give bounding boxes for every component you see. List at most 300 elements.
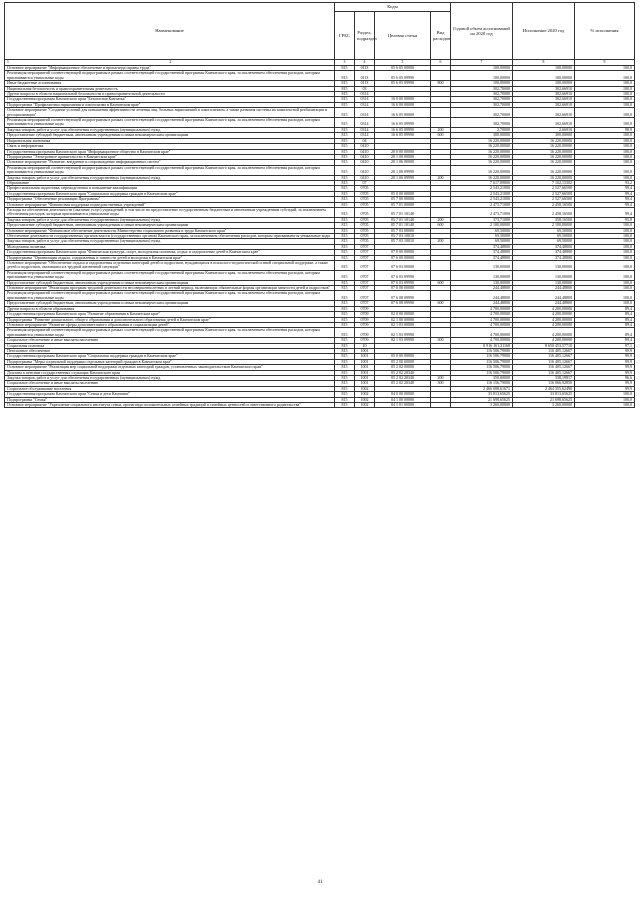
row-annual: 130,00000: [451, 280, 513, 285]
row-done: 302,66910: [513, 102, 575, 107]
row-target: 20 1 06 09990: [375, 165, 431, 175]
row-percent: 100,0: [575, 108, 635, 118]
row-section: 0707: [355, 301, 375, 306]
row-annual: 16 220,00000: [451, 175, 513, 180]
row-done: 2 527,66500: [513, 191, 575, 196]
row-section: 1002: [355, 386, 375, 391]
row-name: Государственная программа Камчатского края "Информационное общество в Камчатском крае": [5, 149, 335, 154]
row-percent: 100,0: [575, 270, 635, 280]
row-section: 0705: [355, 197, 375, 202]
row-name: Другие вопросы в области национальной безопасности и правоохранительной деятельности: [5, 92, 335, 97]
row-section: 0707: [355, 286, 375, 291]
table-row: [5, 270, 635, 280]
row-name: Социальное обеспечение и иные выплаты населению: [5, 381, 335, 386]
col-num: 1: [7, 60, 9, 64]
row-name: Подпрограмма "Организация отдыха, оздоровления и занятости детей и молодежи в Камчатском крае": [5, 255, 335, 260]
table-body: [5, 66, 635, 408]
row-annual: 130,00000: [451, 261, 513, 271]
row-section: 1001: [355, 375, 375, 380]
row-target: 05 7 01 00000: [375, 202, 431, 207]
row-grbs: 815: [335, 359, 355, 364]
row-percent: 100,0: [575, 397, 635, 402]
row-done: 2 458,16500: [513, 207, 575, 217]
row-done: 302,66910: [513, 118, 575, 128]
row-grbs: 815: [335, 165, 355, 175]
row-percent: 93,2: [575, 180, 635, 185]
row-grbs: 815: [335, 280, 355, 285]
row-section: 0709: [355, 328, 375, 338]
row-section: 1001: [355, 370, 375, 375]
row-done: 100,00000: [513, 81, 575, 86]
row-done: 244,48800: [513, 301, 575, 306]
table-row: [5, 261, 635, 271]
row-section: 0314: [355, 108, 375, 118]
row-section: 0707: [355, 250, 375, 255]
row-annual: 16 220,00000: [451, 154, 513, 159]
row-name: Социальная политика: [5, 343, 335, 348]
row-name: Основное мероприятие "Укрепление социального института семьи, пропаганда положительных семейных традиций и семейных ценностей и ответственного родительства": [5, 403, 335, 408]
row-target: 16 6 05 09990: [375, 127, 431, 132]
row-target: 05 0 00 00000: [375, 354, 431, 359]
row-target: 04 1 00 00000: [375, 397, 431, 402]
row-percent: 98,9: [575, 127, 635, 132]
row-grbs: 815: [335, 370, 355, 375]
row-target: 05 6 05 00000: [375, 66, 431, 71]
row-done: 4 200,00000: [513, 328, 575, 338]
row-annual: 4 700,00000: [451, 317, 513, 322]
row-section: 0314: [355, 97, 375, 102]
row-name: Реализация мероприятий соответствующей подпрограммы в рамках соответствующей государственной программы Камчатского края, за исключением обеспечения расходов, которым присваиваются уникальные коды: [5, 118, 335, 128]
row-name: Иные бюджетные ассигнования: [5, 81, 335, 86]
row-grbs: 815: [335, 239, 355, 244]
row-grbs: 815: [335, 71, 355, 81]
row-grbs: 815: [335, 175, 355, 180]
row-annual: 100,00000: [451, 81, 513, 86]
row-done: 4 200,00000: [513, 338, 575, 343]
table-row: [5, 207, 635, 217]
row-annual: 100,00000: [451, 66, 513, 71]
row-section: 0707: [355, 270, 375, 280]
row-name: Основное мероприятие "Реализация программ трудовой деятельности несовершеннолетних в летний период, включающих обязательные формы организации занятости детей и подростков": [5, 286, 335, 291]
row-section: 0705: [355, 191, 375, 196]
row-done: 116 405,12667: [513, 348, 575, 353]
row-annual: 116 506,79000: [451, 354, 513, 359]
header-name: Наименование: [5, 3, 335, 60]
row-annual: 100,00000: [451, 71, 513, 81]
row-name: Обеспечение деятельности государственных органов власти (государственных органов) Камчатского края, за исключением обеспечения расходов, которым присваиваются уникальные коды: [5, 234, 335, 239]
row-expense: 200: [431, 127, 451, 132]
row-target: 02 1 03 09990: [375, 338, 431, 343]
row-percent: 100,0: [575, 138, 635, 143]
row-percent: 100,0: [575, 118, 635, 128]
row-grbs: 815: [335, 223, 355, 228]
row-grbs: 815: [335, 301, 355, 306]
row-section: 0705: [355, 202, 375, 207]
row-done: 116 405,12667: [513, 370, 575, 375]
row-grbs: 815: [335, 144, 355, 149]
row-section: 0709: [355, 317, 375, 322]
row-percent: 100,0: [575, 97, 635, 102]
row-annual: 16 220,00000: [451, 160, 513, 165]
row-target: 05 2 02 20340: [375, 381, 431, 386]
row-grbs: 815: [335, 86, 355, 91]
header-percent: % исполнения: [575, 3, 635, 60]
row-grbs: 815: [335, 381, 355, 386]
row-annual: 302,70000: [451, 86, 513, 91]
row-section: 0707: [355, 244, 375, 249]
row-percent: 89,4: [575, 328, 635, 338]
row-done: 2,66910: [513, 127, 575, 132]
row-expense: [431, 118, 451, 128]
row-annual: 69,50000: [451, 228, 513, 233]
row-name: Национальная экономика: [5, 138, 335, 143]
row-annual: 350,00000: [451, 375, 513, 380]
row-done: 374,48800: [513, 255, 575, 260]
row-section: 1001: [355, 348, 375, 353]
row-section: 0709: [355, 322, 375, 327]
row-done: 16 220,00000: [513, 154, 575, 159]
row-annual: 374,48800: [451, 244, 513, 249]
row-name: Подпрограмма "Обеспечение реализации Программы": [5, 197, 335, 202]
row-target: 20 0 00 00000: [375, 149, 431, 154]
row-grbs: 815: [335, 386, 355, 391]
row-percent: 100,0: [575, 133, 635, 138]
row-done: 244,48800: [513, 291, 575, 301]
row-name: Социальное обеспечение и иные выплаты населению: [5, 338, 335, 343]
row-done: 4 200,00000: [513, 306, 575, 311]
row-percent: 100,0: [575, 165, 635, 175]
row-done: 100,00000: [513, 66, 575, 71]
row-done: 116 066,92850: [513, 381, 575, 386]
row-grbs: 815: [335, 291, 355, 301]
row-name: Основное мероприятие "Финансовая поддержка подведомственных учреждений": [5, 202, 335, 207]
row-section: 0410: [355, 160, 375, 165]
row-annual: 4 700,00000: [451, 312, 513, 317]
row-name: Закупка товаров, работ и услуг для обеспечения государственных (муниципальных) нужд: [5, 127, 335, 132]
row-grbs: 815: [335, 250, 355, 255]
row-target: 05 7 01 10140: [375, 207, 431, 217]
row-target: 02 0 00 00000: [375, 312, 431, 317]
row-done: 302,66910: [513, 97, 575, 102]
row-target: 05 2 02 20340: [375, 370, 431, 375]
row-name: Закупка товаров, работ и услуг для обеспечения государственных (муниципальных) нужд: [5, 217, 335, 222]
row-percent: 100,0: [575, 160, 635, 165]
row-expense: 600: [431, 301, 451, 306]
row-done: 358,16500: [513, 217, 575, 222]
row-name: Закупка товаров, работ и услуг для обеспечения государственных (муниципальных) нужд: [5, 375, 335, 380]
row-grbs: 815: [335, 108, 355, 118]
row-percent: 100,0: [575, 66, 635, 71]
row-grbs: 815: [335, 354, 355, 359]
row-name: Государственная программа Камчатского края "Социальная поддержка граждан в Камчатском крае": [5, 191, 335, 196]
row-section: 0705: [355, 186, 375, 191]
row-grbs: 815: [335, 343, 355, 348]
row-section: 10: [355, 343, 375, 348]
col-num: 4: [355, 60, 375, 66]
row-annual: 16 220,00000: [451, 149, 513, 154]
row-annual: 33 813,65625: [451, 392, 513, 397]
row-grbs: 815: [335, 348, 355, 353]
row-section: 1002: [355, 403, 375, 408]
row-done: 69,50000: [513, 234, 575, 239]
row-name: Предоставление субсидий бюджетным, автономным учреждениям и иным некоммерческим организациям: [5, 280, 335, 285]
row-done: 16 220,00000: [513, 160, 575, 165]
row-section: 0113: [355, 71, 375, 81]
row-percent: 99,9: [575, 370, 635, 375]
row-name: Основное мероприятие "Реализация мер социальной поддержки отдельных категорий граждан, установленных законодательством Камчатского края": [5, 365, 335, 370]
row-annual: 244,48800: [451, 286, 513, 291]
row-percent: 89,4: [575, 317, 635, 322]
row-name: Профессиональная подготовка, переподготовка и повышение квалификации: [5, 186, 335, 191]
row-target: 05 6 05 09990: [375, 71, 431, 81]
row-name: Государственная программа Камчатского края "Семья и дети Камчатки": [5, 392, 335, 397]
row-grbs: 815: [335, 186, 355, 191]
row-done: 16 220,00000: [513, 138, 575, 143]
row-section: 1001: [355, 354, 375, 359]
row-percent: 100,0: [575, 102, 635, 107]
row-annual: 4 700,00000: [451, 328, 513, 338]
row-section: 0705: [355, 207, 375, 217]
row-section: 0707: [355, 291, 375, 301]
row-done: 100,00000: [513, 71, 575, 81]
row-done: 16 220,00000: [513, 149, 575, 154]
row-percent: 99,9: [575, 386, 635, 391]
row-section: 0410: [355, 175, 375, 180]
row-done: 69,50000: [513, 239, 575, 244]
table-row: [5, 71, 635, 81]
row-done: 130,00000: [513, 280, 575, 285]
col-num: 7: [451, 60, 513, 66]
row-section: 0707: [355, 280, 375, 285]
col-num: 9: [575, 60, 635, 66]
row-grbs: 815: [335, 270, 355, 280]
row-annual: 7 617,89800: [451, 180, 513, 185]
row-annual: 2 473,71000: [451, 202, 513, 207]
row-done: 16 220,00000: [513, 144, 575, 149]
row-done: 374,48800: [513, 250, 575, 255]
row-percent: 100,0: [575, 239, 635, 244]
row-section: 0113: [355, 81, 375, 86]
row-done: 3 260,00000: [513, 403, 575, 408]
row-name: Социальное обслуживание населения: [5, 386, 335, 391]
row-name: Образование: [5, 180, 335, 185]
row-annual: 3 260,00000: [451, 403, 513, 408]
row-target: 16 0 00 00000: [375, 97, 431, 102]
header-section: Раздел, подраздел: [355, 12, 375, 60]
row-percent: 89,4: [575, 306, 635, 311]
row-annual: 69,50000: [451, 239, 513, 244]
row-percent: 99,4: [575, 191, 635, 196]
row-percent: 100,0: [575, 175, 635, 180]
row-target: 05 7 00 00000: [375, 197, 431, 202]
row-done: 300,00000: [513, 133, 575, 138]
row-annual: 302,70000: [451, 102, 513, 107]
row-annual: 2 543,21000: [451, 186, 513, 191]
row-section: 0707: [355, 261, 375, 271]
row-percent: 100,0: [575, 286, 635, 291]
row-annual: 2 543,21000: [451, 197, 513, 202]
row-target: 02 1 03 00000: [375, 322, 431, 327]
row-section: 04: [355, 138, 375, 143]
row-annual: 2 466 008,61671: [451, 386, 513, 391]
row-done: 2 458,16500: [513, 202, 575, 207]
row-section: 03: [355, 86, 375, 91]
row-percent: 100,0: [575, 149, 635, 154]
row-grbs: 815: [335, 328, 355, 338]
row-annual: 8 916 161,21168: [451, 343, 513, 348]
row-annual: 130,00000: [451, 270, 513, 280]
row-done: 302,66910: [513, 108, 575, 118]
row-done: 2 464 355,62490: [513, 386, 575, 391]
row-target: 20 1 06 09990: [375, 175, 431, 180]
row-grbs: 815: [335, 197, 355, 202]
row-target: 05 7 03 10010: [375, 239, 431, 244]
row-target: 05 7 03 10010: [375, 234, 431, 239]
row-percent: 100,0: [575, 244, 635, 249]
row-annual: 116 506,79000: [451, 348, 513, 353]
row-grbs: 815: [335, 118, 355, 128]
row-name: Подпрограмма "Профилактика наркомании и алкоголизма в Камчатском крае": [5, 102, 335, 107]
row-target: 07 0 00 00000: [375, 250, 431, 255]
row-section: 0314: [355, 118, 375, 128]
row-name: Подпрограмма "Семья": [5, 397, 335, 402]
row-expense: 600: [431, 223, 451, 228]
row-name: Предоставление субсидий бюджетным, автономным учреждениям и иным некоммерческим организациям: [5, 223, 335, 228]
row-percent: 100,0: [575, 92, 635, 97]
row-name: Молодежная политика: [5, 244, 335, 249]
row-annual: 302,70000: [451, 108, 513, 118]
row-annual: 69,50000: [451, 234, 513, 239]
row-expense: 300: [431, 381, 451, 386]
row-grbs: 815: [335, 202, 355, 207]
row-percent: 99,4: [575, 202, 635, 207]
row-name: Государственная программа Камчатского края "Развитие образования в Камчатском крае": [5, 312, 335, 317]
row-target: 16 6 00 00000: [375, 102, 431, 107]
row-annual: 302,70000: [451, 92, 513, 97]
row-section: 0410: [355, 154, 375, 159]
row-percent: 99,9: [575, 381, 635, 386]
row-target: 05 6 05 09990: [375, 81, 431, 86]
row-expense: 200: [431, 375, 451, 380]
row-done: 4 200,00000: [513, 312, 575, 317]
row-grbs: 815: [335, 127, 355, 132]
row-done: 338,19817: [513, 375, 575, 380]
page-number: 41: [317, 880, 323, 885]
row-target: 05 2 02 00000: [375, 365, 431, 370]
row-percent: 100,0: [575, 71, 635, 81]
row-percent: 99,9: [575, 354, 635, 359]
row-section: 1002: [355, 397, 375, 402]
col-num: 6: [431, 60, 451, 66]
row-section: 0709: [355, 306, 375, 311]
row-annual: 116 506,79000: [451, 365, 513, 370]
row-done: 374,48800: [513, 244, 575, 249]
row-name: Основное мероприятие "Развитие, внедрение и сопровождение информационных систем": [5, 160, 335, 165]
row-section: 0705: [355, 228, 375, 233]
row-name: Доплаты к пенсиям государственных служащих Камчатского края: [5, 370, 335, 375]
row-annual: 4 700,00000: [451, 322, 513, 327]
row-percent: 100,0: [575, 392, 635, 397]
row-name: Государственная программа Камчатского края "Социальная поддержка граждан в Камчатском крае": [5, 354, 335, 359]
row-section: 0707: [355, 255, 375, 260]
row-annual: 16 220,00000: [451, 165, 513, 175]
row-percent: 96,6: [575, 375, 635, 380]
row-grbs: 815: [335, 160, 355, 165]
row-grbs: 815: [335, 244, 355, 249]
row-target: 07 6 00 00000: [375, 255, 431, 260]
table-header: [5, 3, 635, 66]
table-row: [5, 328, 635, 338]
row-target: 07 6 03 09990: [375, 270, 431, 280]
row-grbs: 815: [335, 133, 355, 138]
row-percent: 89,4: [575, 312, 635, 317]
row-name: Другие вопросы в области образования: [5, 306, 335, 311]
table-row: [5, 165, 635, 175]
row-grbs: 815: [335, 149, 355, 154]
row-done: 33 813,65625: [513, 392, 575, 397]
row-target: 02 1 00 00000: [375, 317, 431, 322]
row-grbs: 815: [335, 228, 355, 233]
header-target: Целевая статья: [375, 12, 431, 60]
row-annual: 244,48800: [451, 301, 513, 306]
row-done: 4 200,00000: [513, 317, 575, 322]
row-name: Предоставление субсидий бюджетным, автономным учреждениям и иным некоммерческим организациям: [5, 133, 335, 138]
row-grbs: 815: [335, 102, 355, 107]
row-annual: 300,00000: [451, 133, 513, 138]
row-target: 05 0 00 00000: [375, 191, 431, 196]
row-section: 1001: [355, 365, 375, 370]
row-expense: 600: [431, 133, 451, 138]
header-grbs: ГРБС: [335, 12, 355, 60]
row-grbs: 815: [335, 255, 355, 260]
row-percent: 100,0: [575, 81, 635, 86]
row-name: Предоставление субсидий бюджетным, автономным учреждениям и иным некоммерческим организациям: [5, 301, 335, 306]
row-percent: 99,9: [575, 348, 635, 353]
row-percent: 99,4: [575, 186, 635, 191]
row-section: 0314: [355, 127, 375, 132]
row-section: 0705: [355, 217, 375, 222]
row-name: Закупка товаров, работ и услуг для обеспечения государственных (муниципальных) нужд: [5, 175, 335, 180]
row-annual: 16 220,00000: [451, 138, 513, 143]
row-expense: [431, 108, 451, 118]
row-target: 05 2 00 00000: [375, 359, 431, 364]
row-section: 1002: [355, 392, 375, 397]
row-name: Реализация мероприятий соответствующей подпрограммы в рамках соответствующей государственной программы Камчатского края, за исключением обеспечения расходов, которым присваиваются уникальные коды: [5, 270, 335, 280]
row-section: 0314: [355, 92, 375, 97]
row-grbs: 815: [335, 217, 355, 222]
row-expense: [431, 207, 451, 217]
row-grbs: 815: [335, 66, 355, 71]
row-target: 05 7 01 10140: [375, 217, 431, 222]
row-section: 0709: [355, 338, 375, 343]
row-name: Государственная программа Камчатского края "Безопасная Камчатка": [5, 97, 335, 102]
row-name: Закупка товаров, работ и услуг для обеспечения государственных (муниципальных) нужд: [5, 239, 335, 244]
row-section: 0314: [355, 133, 375, 138]
row-grbs: 815: [335, 317, 355, 322]
row-annual: 2 473,71000: [451, 207, 513, 217]
table-row: [5, 403, 635, 408]
row-grbs: 815: [335, 81, 355, 86]
row-annual: 2 100,00000: [451, 223, 513, 228]
row-annual: 373,71000: [451, 217, 513, 222]
row-grbs: 815: [335, 365, 355, 370]
col-num: 3: [335, 60, 355, 66]
row-grbs: 815: [335, 312, 355, 317]
row-name: Подпрограмма "Меры социальной поддержки отдельных категорий граждан в Камчатском крае": [5, 359, 335, 364]
header-done: Исполнение 2020 год: [513, 3, 575, 60]
row-target: 05 7 01 10140: [375, 223, 431, 228]
row-name: Расходы на обеспечение деятельности (оказание услуг) учреждений, в том числе на предоставление государственным бюджетным и автономным учреждениям субсидий, за исключением обеспечения расходов, которым присваиваются уникальные коды: [5, 207, 335, 217]
